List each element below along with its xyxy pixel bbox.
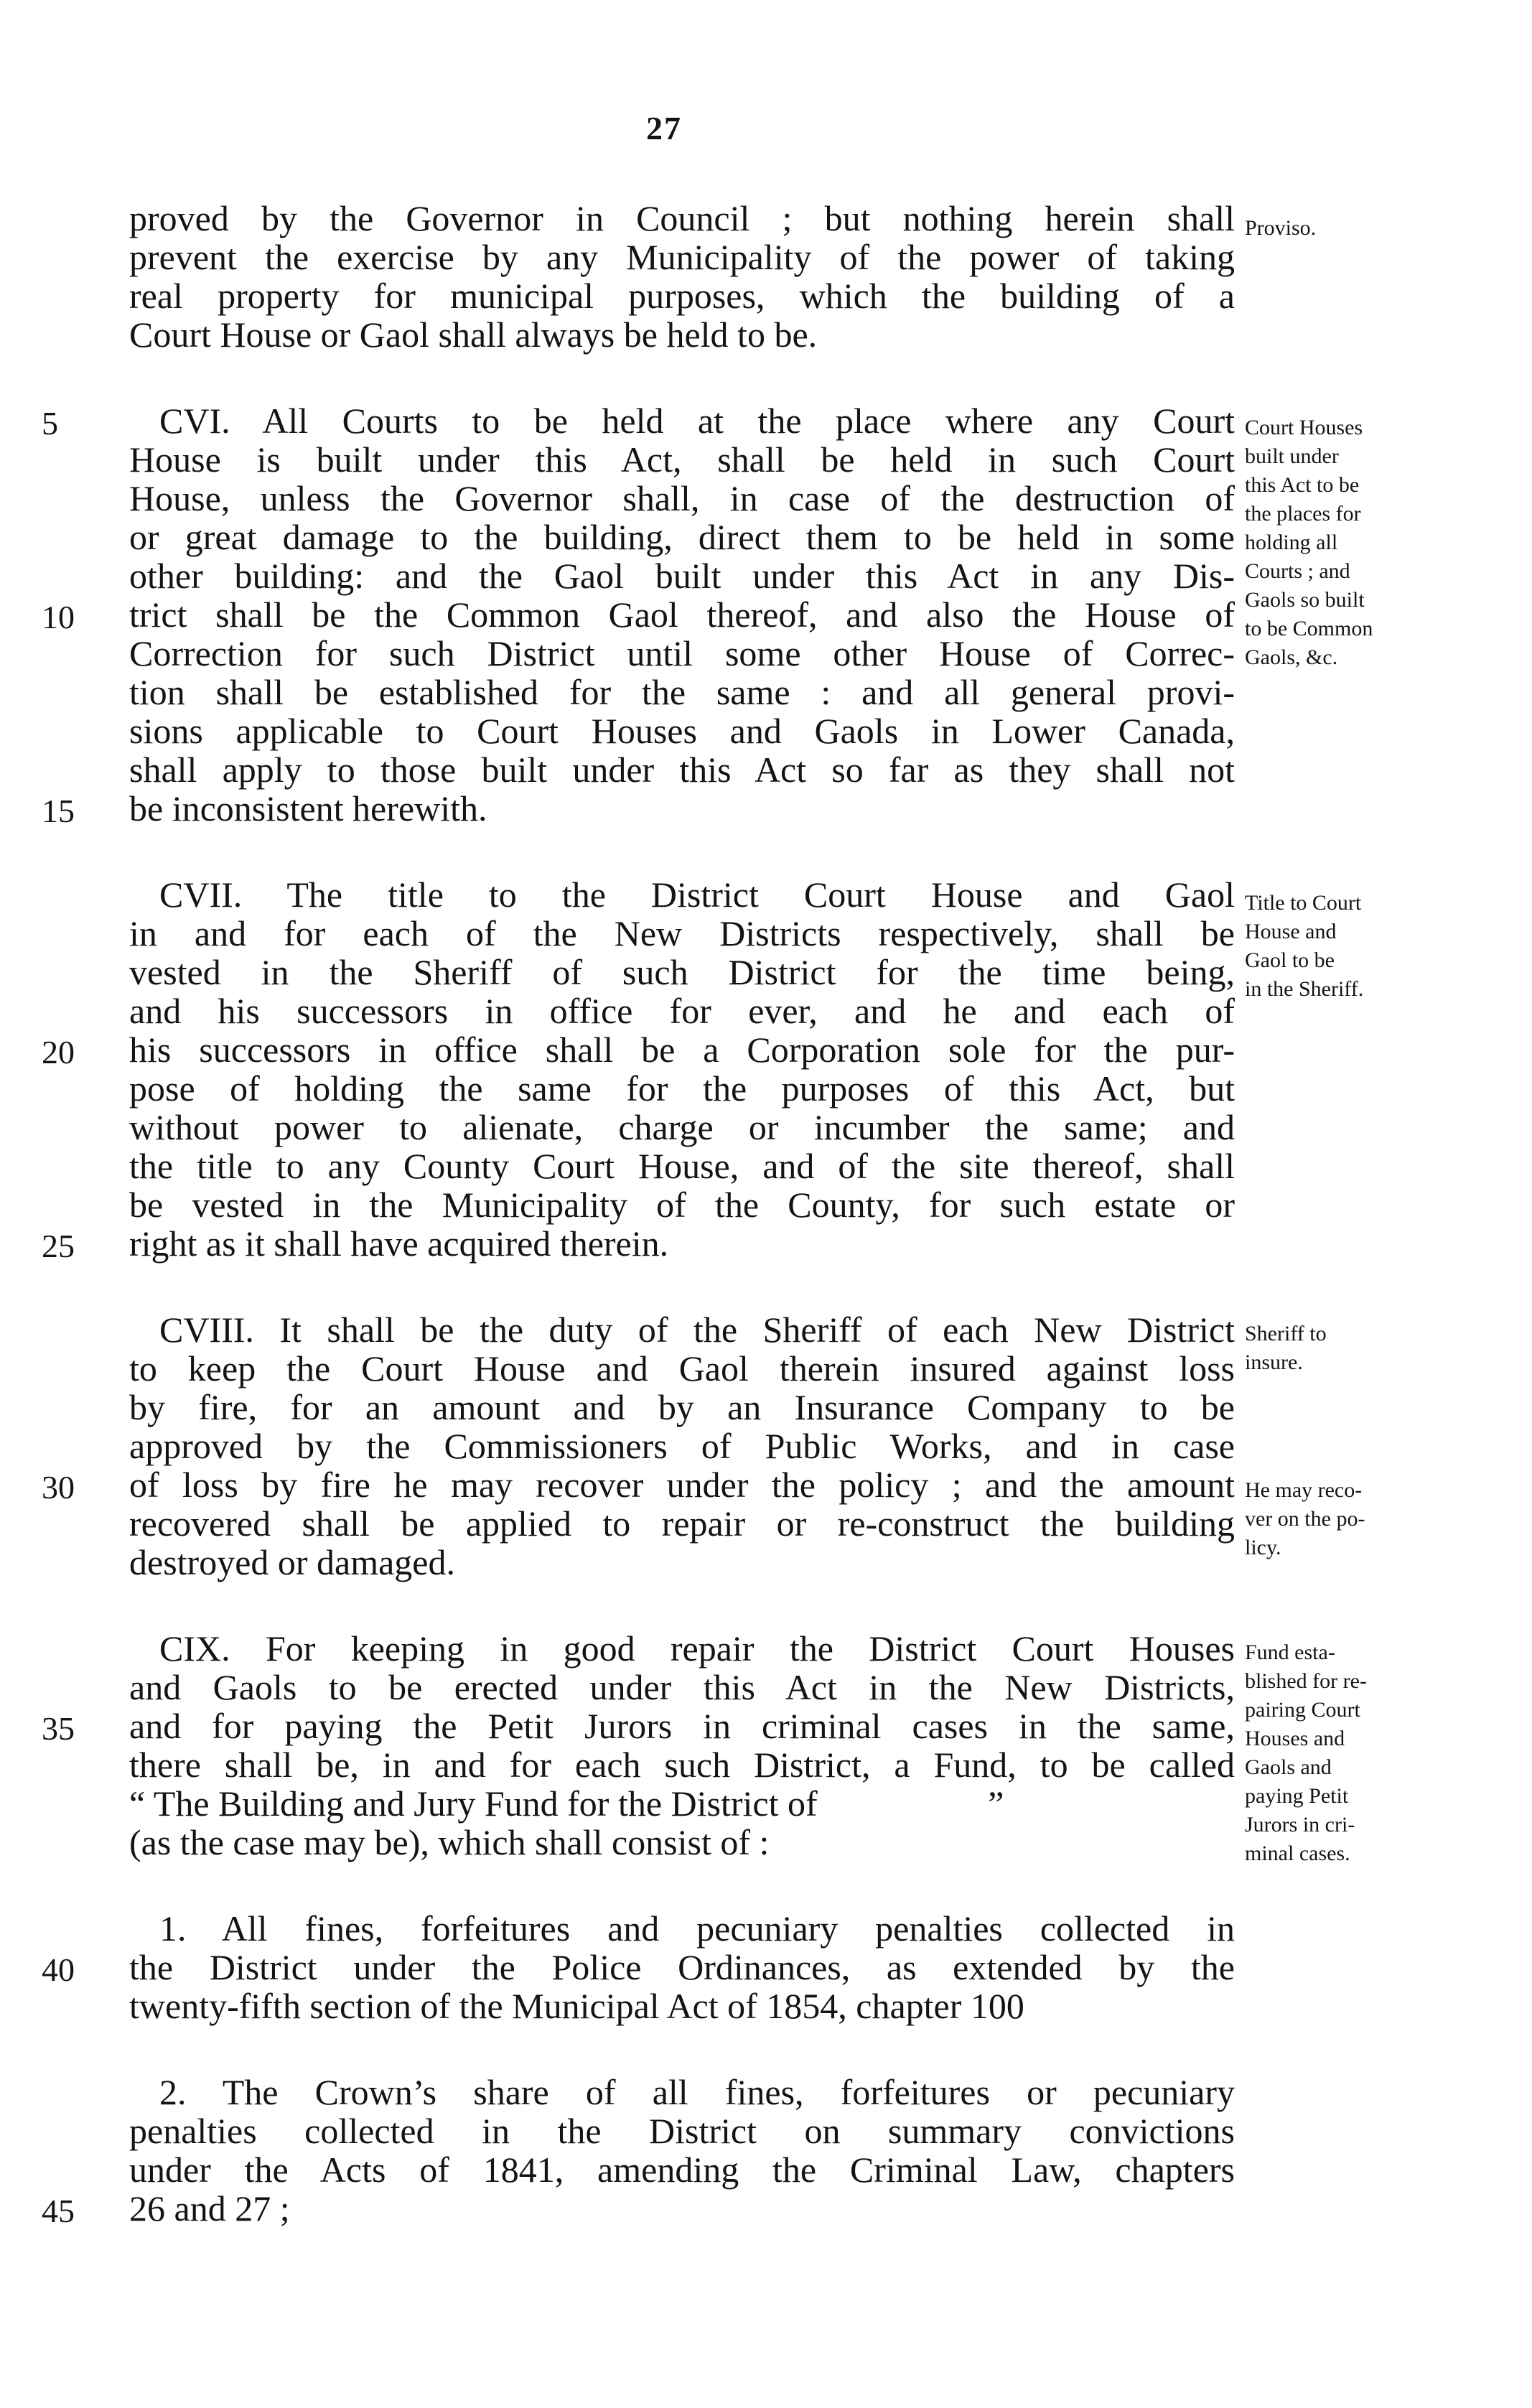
text-line: shall apply to those built under this Act so far as they shall not — [129, 750, 1235, 790]
text-line: his successors in office shall be a Corporation sole for the pur- — [129, 1030, 1235, 1070]
text-line: CVII. The title to the District Court House and Gaol — [159, 874, 1235, 915]
text-line: CIX. For keeping in good repair the District Court Houses — [159, 1628, 1235, 1669]
text-line: twenty-fifth section of the Municipal Act of 1854, chapter 100 — [129, 1986, 1024, 2026]
line-number: 15 — [42, 793, 75, 829]
text-line: recovered shall be applied to repair or re-construct the building — [129, 1503, 1235, 1544]
text-line: Correction for such District until some other House of Correc- — [129, 633, 1235, 673]
note-line: House and — [1245, 920, 1337, 943]
note-line: to be Common — [1245, 617, 1373, 640]
text-line: House, unless the Governor shall, in case of the destruction of — [129, 478, 1235, 518]
text-line: 1. All fines, forfeitures and pecuniary penalties collected in — [159, 1908, 1235, 1949]
text-line: tion shall be established for the same : and all general provi- — [129, 672, 1235, 712]
text-line: proved by the Governor in Council ; but nothing herein shall — [129, 198, 1235, 238]
note-line: pairing Court — [1245, 1698, 1360, 1722]
text-line: CVIII. It shall be the duty of the Sheriff of each New District — [159, 1310, 1235, 1350]
text-line: under the Acts of 1841, amending the Criminal Law, chapters — [129, 2150, 1235, 2190]
note-line: built under — [1245, 444, 1339, 468]
marginal-note-court-houses — [1245, 414, 1482, 672]
marginal-note-recover-policy — [1245, 1476, 1482, 1562]
text-line: in and for each of the New Districts respectively, shall be — [129, 913, 1235, 953]
text-line: (as the case may be), which shall consist of : — [129, 1822, 770, 1862]
line-number: 5 — [42, 405, 58, 442]
line-number: 35 — [42, 1710, 75, 1747]
note-line: Gaols, &c. — [1245, 645, 1338, 669]
note-line: insure. — [1245, 1350, 1303, 1374]
marginal-note-title-court-house — [1245, 889, 1482, 1004]
text-line: destroyed or damaged. — [129, 1542, 456, 1582]
note-line: Fund esta- — [1245, 1641, 1335, 1664]
text-line: “ The Building and Jury Fund for the District of ” — [129, 1783, 1004, 1824]
note-line: this Act to be — [1245, 473, 1360, 497]
text-line: and for paying the Petit Jurors in criminal cases in the same, — [129, 1706, 1235, 1746]
text-line: other building: and the Gaol built under this Act in any Dis- — [129, 556, 1235, 596]
text-line: penalties collected in the District on summary convictions — [129, 2111, 1235, 2151]
text-line: the District under the Police Ordinances, as extended by the — [129, 1947, 1235, 1987]
text-line: and Gaols to be erected under this Act in the New Districts, — [129, 1667, 1235, 1707]
text-line: Court House or Gaol shall always be held to be. — [129, 314, 818, 355]
text-line: be inconsistent herewith. — [129, 788, 487, 829]
text-line: trict shall be the Common Gaol thereof, and also the House of — [129, 594, 1235, 635]
text-line: to keep the Court House and Gaol therein insured against loss — [129, 1348, 1235, 1389]
text-line: the title to any County Court House, and of the site thereof, shall — [129, 1146, 1235, 1186]
line-number: 40 — [42, 1951, 75, 1988]
line-number: 20 — [42, 1034, 75, 1070]
note-line: ver on the po- — [1245, 1507, 1365, 1531]
page-number: 27 — [646, 110, 682, 146]
note-line: Jurors in cri- — [1245, 1813, 1355, 1837]
note-line: Proviso. — [1245, 216, 1317, 240]
text-line: House is built under this Act, shall be held in such Court — [129, 439, 1235, 480]
line-number: 30 — [42, 1469, 75, 1506]
text-line: there shall be, in and for each such District, a Fund, to be called — [129, 1745, 1235, 1785]
note-line: Gaol to be — [1245, 948, 1335, 972]
note-line: Gaols and — [1245, 1755, 1332, 1779]
text-line: pose of holding the same for the purposes of this Act, but — [129, 1068, 1235, 1109]
note-line: Courts ; and — [1245, 559, 1350, 583]
note-line: He may reco- — [1245, 1478, 1363, 1502]
marginal-note-fund — [1245, 1638, 1482, 1868]
text-line: CVI. All Courts to be held at the place where any Court — [159, 401, 1235, 441]
note-line: minal cases. — [1245, 1842, 1350, 1865]
marginal-note-proviso — [1245, 214, 1482, 243]
text-line: by fire, for an amount and by an Insurance Company to be — [129, 1387, 1235, 1427]
note-line: blished for re- — [1245, 1669, 1367, 1693]
text-line: vested in the Sheriff of such District for the time being, — [129, 952, 1235, 992]
text-line: 26 and 27 ; — [129, 2188, 290, 2229]
text-line: be vested in the Municipality of the County, for such estate or — [129, 1185, 1235, 1225]
line-number: 45 — [42, 2193, 75, 2229]
text-line: approved by the Commissioners of Public Works, and in case — [129, 1426, 1235, 1466]
text-line: real property for municipal purposes, which the building of a — [129, 276, 1235, 316]
line-number: 10 — [42, 599, 75, 635]
note-line: in the Sheriff. — [1245, 977, 1364, 1001]
note-line: Title to Court — [1245, 891, 1362, 915]
line-number: 25 — [42, 1228, 75, 1264]
note-line: Houses and — [1245, 1727, 1345, 1750]
note-line: the places for — [1245, 502, 1361, 526]
text-line: right as it shall have acquired therein. — [129, 1223, 669, 1264]
text-line: prevent the exercise by any Municipality of the power of taking — [129, 237, 1235, 277]
text-line: and his successors in office for ever, and he and each of — [129, 991, 1235, 1031]
note-line: Gaols so built — [1245, 588, 1365, 612]
note-line: paying Petit — [1245, 1784, 1349, 1808]
text-line: or great damage to the building, direct them to be held in some — [129, 517, 1235, 557]
text-line: without power to alienate, charge or incumber the same; and — [129, 1107, 1235, 1147]
note-line: Sheriff to — [1245, 1322, 1327, 1345]
note-line: Court Houses — [1245, 416, 1363, 439]
text-line: of loss by fire he may recover under the policy ; and the amount — [129, 1465, 1235, 1505]
marginal-note-sheriff-insure — [1245, 1320, 1482, 1377]
note-line: licy. — [1245, 1536, 1281, 1559]
text-line: 2. The Crown’s share of all fines, forfeitures or pecuniary — [159, 2072, 1235, 2112]
note-line: holding all — [1245, 531, 1338, 554]
text-line: sions applicable to Court Houses and Gaols in Lower Canada, — [129, 711, 1235, 751]
